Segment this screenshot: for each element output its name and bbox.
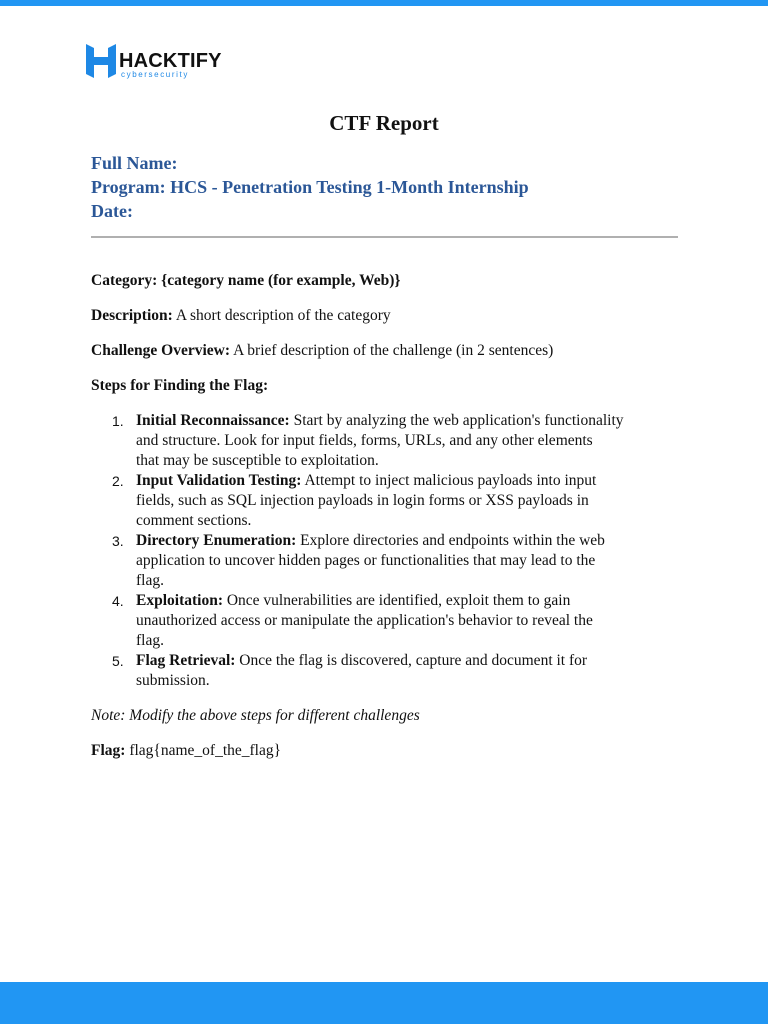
list-item: [91, 411, 691, 471]
step-text: submission.: [136, 672, 210, 689]
step-text: fields, such as SQL injection payloads in login forms or XSS payloads in: [136, 492, 589, 509]
flag-label: Flag:: [91, 742, 126, 759]
step-text: Start by analyzing the web application's functionality: [289, 412, 624, 429]
program-field: Program: HCS - Penetration Testing 1-Month Internship: [91, 177, 529, 197]
step-text: Explore directories and endpoints within the web: [296, 532, 605, 549]
step-title: Initial Reconnaissance:: [136, 412, 290, 429]
step-title: Exploitation:: [136, 592, 223, 609]
challenge-overview-text: A brief description of the challenge (in 2 sentences): [230, 342, 554, 359]
page-title: CTF Report: [329, 111, 439, 135]
step-text: unauthorized access or manipulate the application's behavior to reveal the: [136, 612, 593, 629]
full-name-field: Full Name:: [91, 153, 178, 173]
step-title: Flag Retrieval:: [136, 652, 236, 669]
step-title: Input Validation Testing:: [136, 472, 302, 489]
step-number: 2.: [112, 473, 124, 489]
step-text: Once the flag is discovered, capture and document it for: [235, 652, 588, 669]
step-text: that may be susceptible to exploitation.: [136, 452, 379, 469]
list-item: [91, 591, 691, 651]
date-field: Date:: [91, 201, 133, 221]
steps-list: [91, 411, 691, 691]
challenge-overview-line: [91, 341, 691, 361]
steps-heading: Steps for Finding the Flag:: [91, 377, 269, 394]
step-text: Attempt to inject malicious payloads into input: [301, 472, 597, 489]
step-number: 5.: [112, 653, 124, 669]
hacktify-logo: [85, 42, 225, 82]
step-text: comment sections.: [136, 512, 252, 529]
step-number: 4.: [112, 593, 124, 609]
logo-tagline: cybersecurity: [121, 70, 189, 79]
header-fields: [91, 151, 529, 223]
divider: [91, 236, 678, 238]
step-text: flag.: [136, 632, 164, 649]
list-item: [91, 651, 691, 691]
list-item: [91, 531, 691, 591]
flag-line: [91, 741, 691, 761]
description-line: [91, 306, 691, 326]
step-text: and structure. Look for input fields, forms, URLs, and any other elements: [136, 432, 593, 449]
logo-wordmark: HACKTIFY: [119, 50, 222, 72]
step-text: flag.: [136, 572, 164, 589]
list-item: [91, 471, 691, 531]
description-text: A short description of the category: [172, 307, 391, 324]
logo-h-icon: [85, 42, 119, 80]
top-accent-bar: [0, 0, 768, 6]
step-number: 1.: [112, 413, 124, 429]
step-title: Directory Enumeration:: [136, 532, 297, 549]
step-number: 3.: [112, 533, 124, 549]
bottom-accent-bar: [0, 982, 768, 1024]
description-label: Description:: [91, 307, 173, 324]
category-line: Category: {category name (for example, Web)}: [91, 272, 401, 289]
step-text: application to uncover hidden pages or functionalities that may lead to the: [136, 552, 596, 569]
note-text: Note: Modify the above steps for different challenges: [91, 707, 420, 724]
step-text: Once vulnerabilities are identified, exploit them to gain: [222, 592, 571, 609]
challenge-overview-label: Challenge Overview:: [91, 342, 231, 359]
flag-value: flag{name_of_the_flag}: [125, 742, 282, 759]
